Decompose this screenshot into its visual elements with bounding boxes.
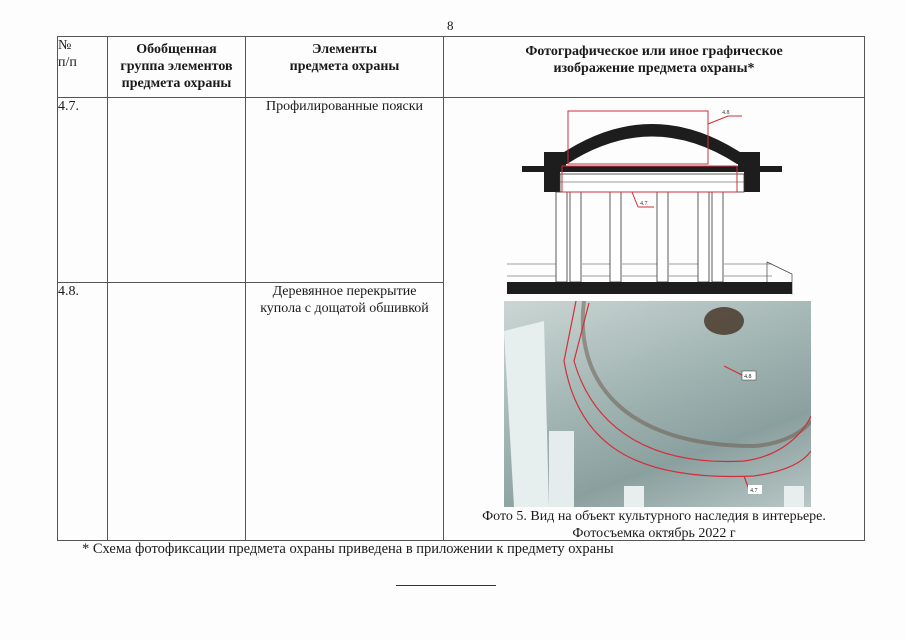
svg-text:4.8: 4.8 bbox=[722, 110, 730, 116]
svg-text:4.7: 4.7 bbox=[640, 201, 648, 207]
header-image-line: изображение предмета охраны* bbox=[553, 61, 755, 76]
header-group bbox=[108, 37, 246, 98]
row-element-line: купола с дощатой обшивкой bbox=[260, 301, 429, 316]
header-group-line: Обобщенная bbox=[136, 42, 217, 57]
header-image bbox=[444, 37, 865, 98]
header-elements-line: предмета охраны bbox=[289, 59, 400, 74]
row-group bbox=[108, 98, 246, 283]
row-number: 4.7. bbox=[58, 98, 108, 283]
header-elements-line: Элементы bbox=[311, 42, 377, 57]
row-element bbox=[246, 283, 444, 541]
rotunda-elevation-drawing bbox=[502, 104, 802, 296]
header-image-line: Фотографическое или иное графическое bbox=[525, 44, 783, 59]
header-group-line: предмета охраны bbox=[121, 76, 232, 91]
photo-caption bbox=[444, 508, 864, 542]
separator-line bbox=[396, 585, 496, 586]
caption-line: Фото 5. Вид на объект культурного наследия в интерьере. bbox=[482, 509, 826, 524]
table-header-row bbox=[58, 37, 865, 98]
image-cell bbox=[444, 98, 865, 541]
header-elements bbox=[246, 37, 444, 98]
header-number bbox=[58, 37, 108, 98]
header-group-line: группа элементов bbox=[120, 59, 233, 74]
page-number: 8 bbox=[447, 18, 454, 33]
row-element-line: Деревянное перекрытие bbox=[272, 284, 417, 299]
table-row bbox=[58, 98, 865, 283]
row-element: Профилированные пояски bbox=[246, 98, 444, 283]
caption-line: Фотосъемка октябрь 2022 г bbox=[572, 526, 736, 541]
svg-text:4.7: 4.7 bbox=[750, 488, 758, 494]
svg-text:4.8: 4.8 bbox=[744, 374, 752, 380]
header-number-line: № bbox=[58, 38, 72, 53]
row-number: 4.8. bbox=[58, 283, 108, 541]
protection-items-table bbox=[57, 36, 865, 541]
footnote: * Схема фотофиксации предмета охраны приведена в приложении к предмету охраны bbox=[82, 541, 614, 557]
header-number-line: п/п bbox=[58, 55, 77, 70]
row-group bbox=[108, 283, 246, 541]
dome-interior-photo bbox=[504, 301, 811, 507]
